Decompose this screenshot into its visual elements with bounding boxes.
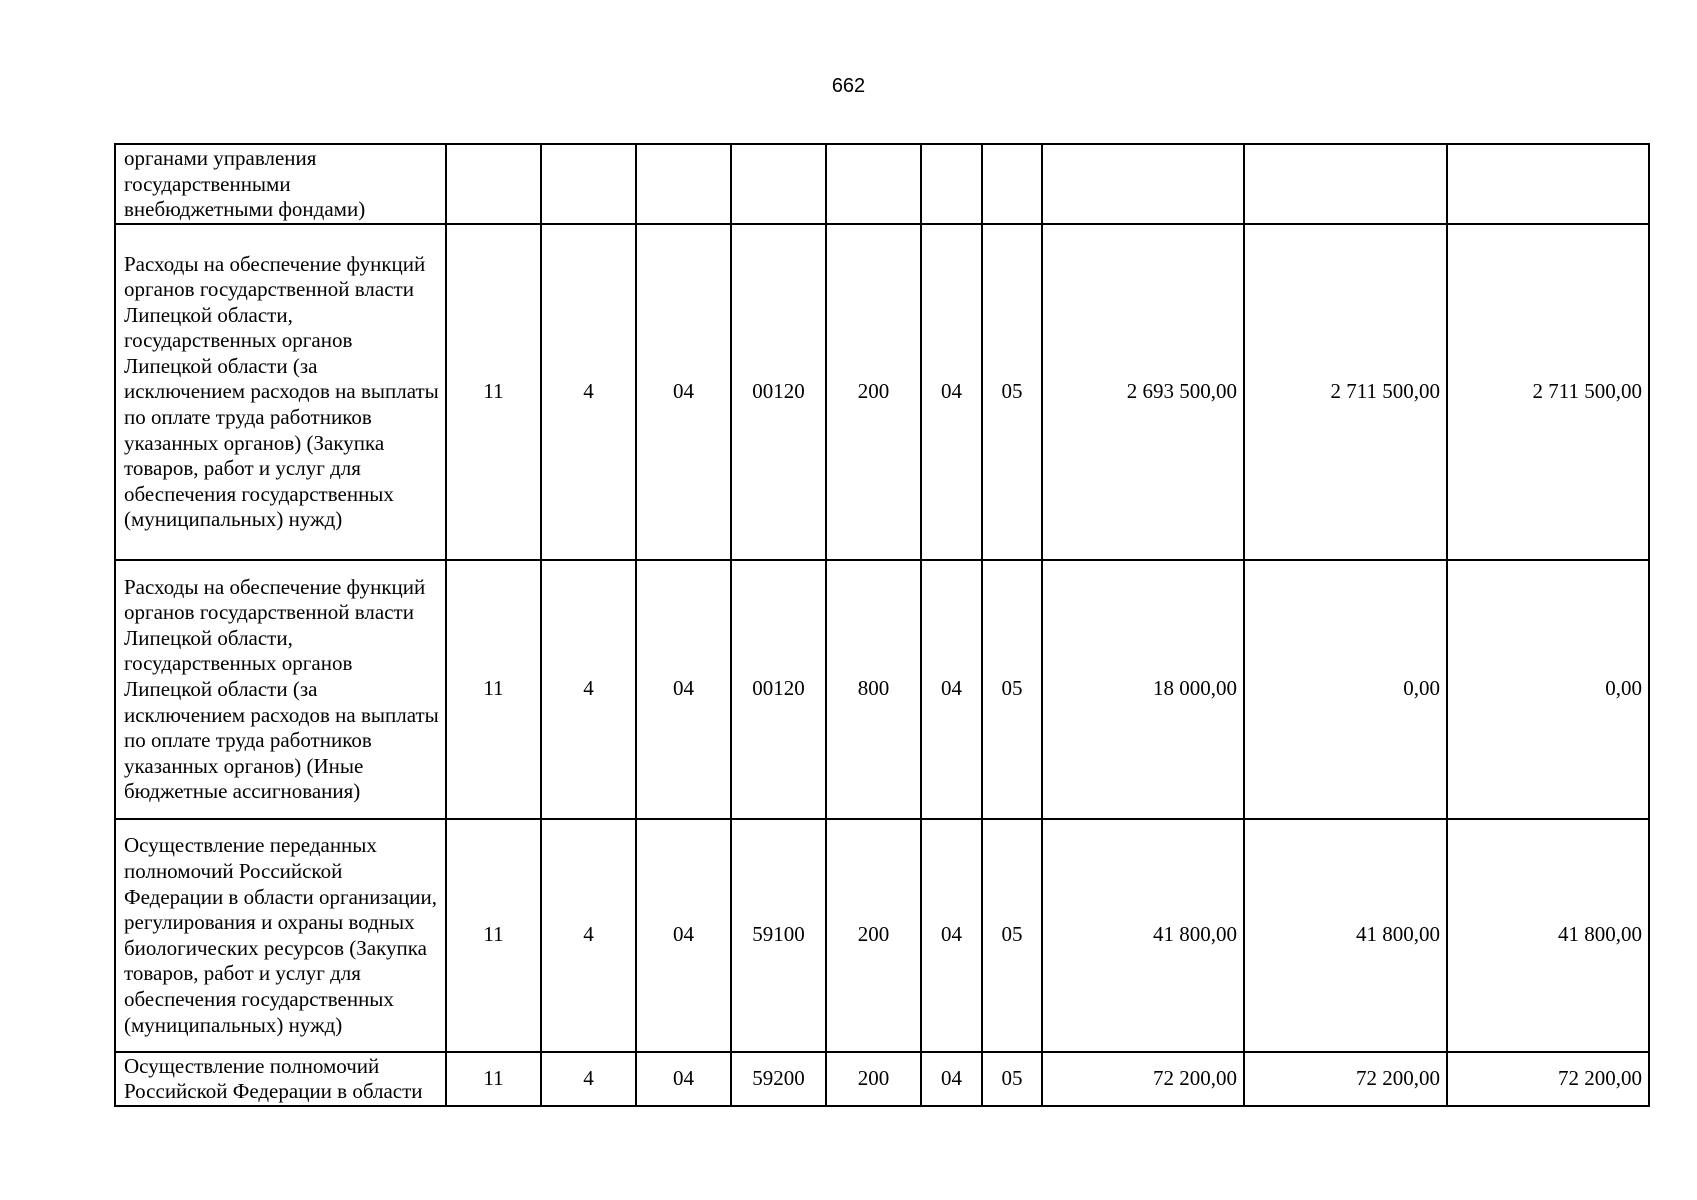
amount-cell	[1042, 144, 1244, 224]
row-description: Расходы на обеспечение функций органов государственной власти Липецкой области, государственных органов Липецкой области (за исключением расходов на выплаты по оплате труда работников указанных органов) (Иные бюджетные ассигнования)	[115, 560, 446, 819]
amount-cell: 2 711 500,00	[1447, 224, 1649, 560]
code-cell: 04	[921, 819, 982, 1052]
budget-table	[114, 143, 1650, 1107]
code-cell: 59100	[731, 819, 826, 1052]
code-cell: 04	[636, 560, 731, 819]
code-cell: 00120	[731, 224, 826, 560]
code-cell: 04	[921, 1052, 982, 1106]
code-cell	[731, 144, 826, 224]
amount-cell: 0,00	[1244, 560, 1447, 819]
code-cell: 59200	[731, 1052, 826, 1106]
amount-cell	[1244, 144, 1447, 224]
code-cell: 04	[921, 560, 982, 819]
table-row	[115, 144, 1649, 224]
code-cell: 4	[541, 819, 636, 1052]
amount-cell: 41 800,00	[1244, 819, 1447, 1052]
amount-cell: 2 693 500,00	[1042, 224, 1244, 560]
row-description: Осуществление переданных полномочий Российской Федерации в области организации, регулирования и охраны водных биологических ресурсов (Закупка товаров, работ и услуг для обеспечения государственных (муниципальных) нужд)	[115, 819, 446, 1052]
code-cell	[921, 144, 982, 224]
amount-cell: 0,00	[1447, 560, 1649, 819]
amount-cell: 72 200,00	[1042, 1052, 1244, 1106]
table-row	[115, 819, 1649, 1052]
code-cell: 11	[446, 819, 541, 1052]
table-row	[115, 224, 1649, 560]
row-description: органами управления государственными внебюджетными фондами)	[115, 144, 446, 224]
page-number: 662	[831, 75, 866, 97]
code-cell: 11	[446, 560, 541, 819]
table-row	[115, 1052, 1649, 1106]
code-cell: 05	[982, 560, 1042, 819]
code-cell: 800	[826, 560, 921, 819]
amount-cell: 41 800,00	[1447, 819, 1649, 1052]
amount-cell: 41 800,00	[1042, 819, 1244, 1052]
code-cell: 00120	[731, 560, 826, 819]
code-cell	[636, 144, 731, 224]
row-description: Расходы на обеспечение функций органов государственной власти Липецкой области, государственных органов Липецкой области (за исключением расходов на выплаты по оплате труда работников указанных органов) (Закупка товаров, работ и услуг для обеспечения государственных (муниципальных) нужд)	[115, 224, 446, 560]
code-cell: 05	[982, 1052, 1042, 1106]
code-cell: 04	[636, 1052, 731, 1106]
code-cell: 4	[541, 224, 636, 560]
code-cell: 11	[446, 224, 541, 560]
code-cell: 200	[826, 1052, 921, 1106]
code-cell: 04	[636, 819, 731, 1052]
code-cell: 04	[921, 224, 982, 560]
code-cell	[446, 144, 541, 224]
amount-cell	[1447, 144, 1649, 224]
code-cell: 05	[982, 819, 1042, 1052]
amount-cell: 72 200,00	[1447, 1052, 1649, 1106]
table-row	[115, 560, 1649, 819]
amount-cell: 72 200,00	[1244, 1052, 1447, 1106]
code-cell: 05	[982, 224, 1042, 560]
code-cell: 4	[541, 1052, 636, 1106]
amount-cell: 2 711 500,00	[1244, 224, 1447, 560]
code-cell: 4	[541, 560, 636, 819]
code-cell: 200	[826, 224, 921, 560]
row-description: Осуществление полномочий Российской Федерации в области	[115, 1052, 446, 1106]
code-cell: 11	[446, 1052, 541, 1106]
amount-cell: 18 000,00	[1042, 560, 1244, 819]
code-cell: 200	[826, 819, 921, 1052]
code-cell	[541, 144, 636, 224]
code-cell: 04	[636, 224, 731, 560]
code-cell	[982, 144, 1042, 224]
code-cell	[826, 144, 921, 224]
